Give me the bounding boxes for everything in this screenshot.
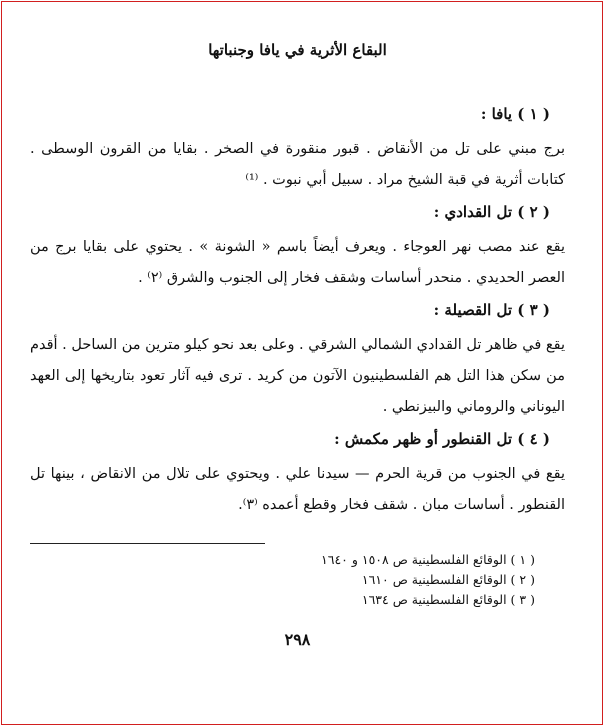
footnote: ( ٢ ) الوقائع الفلسطينية ص ١٦١٠: [361, 572, 535, 587]
section-heading: ( ٤ ) تل القنطور أو ظهر مكمش :: [334, 430, 550, 448]
footnote: ( ١ ) الوقائع الفلسطينية ص ١٥٠٨ و ١٦٤٠: [321, 552, 535, 567]
section-heading: ( ١ ) يافا :: [480, 105, 550, 123]
section-text: يقع في ظاهر تل القدادي الشمالي الشرقي . وعلى بعد نحو كيلو مترين من الساحل . أقدم من سكن هذا التل هم الفلسطينيون الآتون من كريد . ترى فيه آثار تعود بتاريخها إلى العهد اليوناني والروماني والبيزنطي .: [30, 337, 565, 415]
document-page: [30, 40, 565, 649]
section-text: يقع عند مصب نهر العوجاء . ويعرف أيضاً باسم « الشونة » . يحتوي على بقايا برج من العصر الحديدي . منحدر أساسات وشقف فخار إلى الجنوب والشرق ⁽٢⁾ .: [30, 239, 565, 286]
section-tell-qasila: [30, 300, 565, 423]
section-tell-qudadi: [30, 202, 565, 294]
page-title: البقاع الأثرية في يافا وجنباتها: [208, 41, 387, 59]
footnotes: [30, 550, 565, 610]
section-heading: ( ٢ ) تل القدادي :: [433, 203, 550, 221]
footnote-divider: [30, 543, 265, 544]
footnote: ( ٣ ) الوقائع الفلسطينية ص ١٦٣٤: [361, 592, 535, 607]
section-jaffa: [30, 104, 565, 196]
page-number: ٢٩٨: [284, 630, 311, 649]
section-heading: ( ٣ ) تل القصيلة :: [433, 301, 550, 319]
section-text: برج مبني على تل من الأنقاض . قبور منقورة في الصخر . بقايا من القرون الوسطى . كتابات أثرية في قبة الشيخ مراد . سبيل أبي نبوت . ⁽¹⁾: [30, 141, 565, 188]
section-text: يقع في الجنوب من قرية الحرم — سيدنا علي . ويحتوي على تلال من الانقاض ، بينها تل القنطور . أساسات مبان . شقف فخار وقطع أعمده ⁽٣⁾.: [30, 466, 565, 513]
section-tell-qantur: [30, 429, 565, 521]
